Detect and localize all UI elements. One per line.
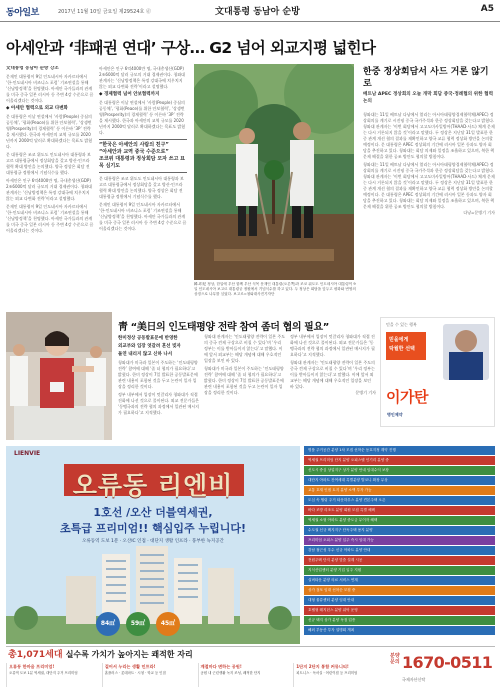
classified-ad-row[interactable]: 수도권 신규 택지지구 단독주택 용지 분양 bbox=[304, 526, 495, 535]
section-title: 文대통령 동남아 순방 bbox=[215, 7, 300, 17]
page-header bbox=[0, 0, 500, 22]
igatan-advertisement[interactable] bbox=[380, 317, 495, 427]
paragraph: 문재인 대통령이 9일 인도네시아 자카르타에서 ‘한-인도네시아 비즈니스 포럼’ 기조연설을 통해 ‘신남방정책’을 천명했다. 아세안 국가들과의 관계를 미국 중국 일본 러시아 등 주변 4강 수준으로 끌어올리겠다는 것이다. bbox=[6, 74, 94, 103]
paragraph: 문 대통령은 이날 연설에서 ‘사람(People) 중심의 공동체’, ‘평화(Peace)를 위한 안보협력’, ‘상생번영(Prosperity)의 경제협력’ 등 이른바 ‘3P’ 전략을 제시했다. 한국과 아세안의 교역 규모를 2020년까지 2000억 달러로 확대하겠다는 목표도 밝혔다. bbox=[99, 100, 186, 135]
ad-tagline: 1호선 /오산 더블역세권, bbox=[93, 506, 213, 519]
unit-badge: 59㎡ bbox=[126, 612, 150, 636]
ad-slogan: 믿을에게 bbox=[389, 337, 409, 343]
first-lady-photo bbox=[6, 312, 112, 440]
side-story-subtitle: 베트남 APEC 정상회의 오늘 개막 회담 중국·정례협의 위한 협력 논의 bbox=[363, 92, 494, 104]
classified-ad-row[interactable]: 신도시 중심 상업지구 상가 분양 안내 임대수익 보장 bbox=[304, 466, 495, 475]
ad-slogan: 탁월한 선택 bbox=[389, 346, 415, 352]
photo-caption: 韓-印尼 정상, 한입에 우산 함께 우산 식목 문재인 대통령(오른쪽)과 조코 위도도 인도네시아 대통령이 9일 인도네시아 보고르 대통령궁 정원에서 기념식수를 하고 있다. 두 정상은 회담을 앞두고 평화와 번영의 상징으로 나무를 심었다. 보고르=청와대사진기자단 bbox=[194, 282, 356, 296]
first-lady-caption bbox=[6, 441, 112, 445]
main-story-column-1 bbox=[6, 66, 94, 292]
classified-ad-row[interactable]: 역세권 프리미엄 단지 분양 오피스텔 인기리 분양 중 bbox=[304, 456, 495, 465]
paragraph: 문재인 대통령이 9일 인도네시아 자카르타에서 ‘한-인도네시아 비즈니스 포럼’ 기조연설을 통해 ‘신남방정책’을 천명했다. 아세안 국가들과의 관계를 미국 중국 일본 러시아 등 주변 4강 수준으로 끌어올리겠다는 것이다. bbox=[6, 204, 94, 233]
pull-quote-line: “한국은 아세안의 사람의 친구” bbox=[99, 142, 169, 148]
unit-badge: 45㎡ bbox=[156, 612, 180, 636]
paragraph: 정부 내부에서 입장이 엇갈리자 청와대가 직접 진화에 나선 것으로 풀이된다. 외교 전문가들은 ‘동맹국과의 전략 협의 과정에서 일관된 메시지가 필요하다’고 지적했다. bbox=[290, 334, 375, 357]
apartment-advertisement[interactable] bbox=[6, 446, 300, 644]
paragraph: 문 대통령은 조코 위도도 인도네시아 대통령과 보고르 대통령궁에서 정상회담을 갖고 방산·인프라 협력 확대 방안을 논의했다. 양국 정상은 회담 전 대통령궁 정원에서 기념식수를 했다. bbox=[6, 152, 91, 175]
deck-line: 외교부와 입장 엇갈려 혼선 빚자 bbox=[118, 344, 181, 349]
total-units: 총1,071세대 bbox=[8, 650, 63, 660]
classified-ad-row[interactable]: 강남 접근성 우수 신규 아파트 분양 안내 bbox=[304, 546, 495, 555]
total-units-line bbox=[8, 647, 193, 660]
classified-ad-row[interactable]: 도심 속 힐링 주거 타운하우스 분양 견본주택 오픈 bbox=[304, 496, 495, 505]
main-story-column-2 bbox=[99, 66, 187, 292]
paragraph: 청와대가 미국과 일본이 주도하는 ‘인도태평양 전략’ 참여에 대해 ‘좀 더 협의가 필요하다’고 밝혔다. 한미 정상이 7일 발표한 공동발표문에 관련 내용이 포함된 것을 두고 논란이 일자 입장을 정리한 것이다. bbox=[204, 366, 284, 395]
ad-maker: 명인제약 bbox=[387, 412, 403, 417]
quote-story-col-3 bbox=[290, 334, 376, 442]
feature-item: 1단지 2단지 통합 커뮤니티! 피트니스 · 독서실 · 어린이집 등 프리미엄 bbox=[293, 663, 386, 687]
classified-ads bbox=[304, 446, 495, 644]
classified-ad-row[interactable]: 실버타운 분양 의료 서비스 연계 bbox=[304, 576, 495, 585]
deck-line: 한미정상 공동발표문에 반영한 bbox=[118, 336, 178, 341]
phone-number[interactable]: 1670-0511 bbox=[402, 653, 493, 672]
paragraph: 문 대통령은 조코 위도도 인도네시아 대통령과 보고르 대통령궁에서 정상회담을 갖고 방산·인프라 협력 확대 방안을 논의했다. 양국 정상은 회담 전 대통령궁 정원에서 기념식수를 했다. bbox=[99, 176, 184, 199]
ad-tagline: 초특급 프리미엄!! 핵심입주 누립니다! bbox=[60, 522, 246, 535]
side-story-title: 한중 정상회담서 사드 거론 않기로 bbox=[363, 67, 489, 89]
classified-ad-row[interactable]: 해외 부동산 투자 설명회 개최 bbox=[304, 626, 495, 635]
lienvie-logo: LIENVIE bbox=[14, 450, 41, 457]
paragraph: 문재인 대통령이 9일 인도네시아 자카르타에서 ‘한-인도네시아 비즈니스 포럼’ 기조연설을 통해 ‘신남방정책’을 천명했다. 아세안 국가들과의 관계를 미국 중국 일본 러시아 등 주변 4강 수준으로 끌어올리겠다는 것이다. bbox=[99, 202, 187, 231]
unit-badge: 84㎡ bbox=[96, 612, 120, 636]
product-name: 이가탄 bbox=[386, 388, 428, 406]
tree-planting-photo bbox=[194, 64, 354, 280]
ad-slogan-box bbox=[386, 332, 426, 360]
paragraph: 청와대는 11일 베트남 다낭에서 열리는 아시아태평양경제협력체(APEC) 정상회의를 계기로 시진핑 중국 국가주석과 한중 정상회담을 갖는다고 밝혔다. 청와대 관계자는 ‘이번 회담에서 고고도미사일방어(THAAD·사드) 체계 문제는 다시 거론되지 않을 것’이라고 말했다. 두 정상은 지난달 31일 발표한 한중 관계 개선 협의 결과를 재확인하고 양국 교류 협력 정상화 방안을 논의할 예정이다. 문 대통령은 APEC 정상회의 기간에 러시아 일본 등과도 양자 회담을 추진하고 있다. 청와대는 회담 의제와 일정을 조율하고 있으며, 북한 핵 문제 해결을 위한 공조 방안도 협의할 방침이다. bbox=[363, 112, 495, 159]
subhead: ◆ 경제협력 넘어 안보협력까지 bbox=[99, 92, 160, 97]
paragraph: 문 대통령은 이날 연설에서 ‘사람(People) 중심의 공동체’, ‘평화(Peace)를 위한 안보협력’, ‘상생번영(Prosperity)의 경제협력’ 등 이른바 ‘3P’ 전략을 제시했다. 한국과 아세안의 교역 규모를 2020년까지 2000억 달러로 확대하겠다는 목표도 밝혔다. bbox=[6, 114, 93, 149]
classified-ad-row[interactable]: 교통 호재 인접 토지 분양 소액 투자 가능 bbox=[304, 486, 495, 495]
newspaper-logo: 동아일보 bbox=[6, 8, 39, 18]
dateline: 2017년 11월 10일 금요일 제29524호 ⓓ bbox=[58, 9, 151, 15]
inquiry-phone[interactable] bbox=[390, 647, 495, 687]
reporter: 다낭=문병기 기자 bbox=[463, 210, 495, 215]
feature-item: 오류동 한마음 프리미엄! 오류역 도보 1분 역세권, 대단지 주거 프리미엄 bbox=[6, 663, 99, 687]
pull-quote bbox=[99, 139, 187, 173]
page-number: A5 bbox=[480, 4, 494, 14]
reporter: 문병기 기자 bbox=[355, 390, 376, 395]
classified-ad-row[interactable]: 대형 물류센터 분양 임대 안내 bbox=[304, 596, 495, 605]
ad-top-text: 믿을 수 있는 행복 bbox=[386, 322, 417, 327]
classified-ad-row[interactable]: 프리미엄 오피스 분양 입주 즉시 임대 가능 bbox=[304, 536, 495, 545]
quote-story-col-2 bbox=[204, 334, 286, 442]
unit-size-badges bbox=[96, 612, 180, 636]
classified-ad-row[interactable]: 상가 점포 임대 선착순 모집 중 bbox=[304, 586, 495, 595]
pull-quote-line: “아세안과 교역 중국 수준으로” bbox=[99, 149, 169, 155]
feature-list bbox=[6, 663, 386, 687]
paragraph: 아세안은 인구 6억4000만 명, 국내총생산(GDP) 2조6000억 달러 규모의 거대 경제권이다. 청와대 관계자는 ‘신남방정책은 특정 강대국에 치우치지 않는 외교 다변화 전략’이라고 설명했다. bbox=[99, 66, 186, 89]
paragraph: 청와대 관계자는 ‘인도태평양 전략이 일본 주도의 중국 견제 구상으로 비칠 수 있다’며 ‘우리 정부는 이를 받아들이지 않는다’고 말했다. 이에 앞서 외교부는 해당 개념에 대해 우호적인 입장을 보인 바 있다. bbox=[290, 360, 375, 389]
deck-line: 돌연 내리지 않고 신하 나서 bbox=[118, 352, 173, 357]
classified-ad-row[interactable]: 전원주택 단지 분양 맞춤 설계 시공 bbox=[304, 556, 495, 565]
pull-quote-line: 조코위 대통령과 정상회담 모자 쓰고 묘목 심기도 bbox=[99, 156, 185, 169]
classified-ad-row[interactable]: 바다 조망 리조트 분양 회원 모집 특별 혜택 bbox=[304, 506, 495, 515]
quote-story-col-1 bbox=[118, 334, 200, 442]
paragraph: 아세안은 인구 6억4000만 명, 국내총생산(GDP) 2조6000억 달러 규모의 거대 경제권이다. 청와대 관계자는 ‘신남방정책은 특정 강대국에 치우치지 않는 외교 다변화 전략’이라고 설명했다. bbox=[6, 178, 93, 201]
byline: 文대통령 동남아 순방 강조 bbox=[6, 66, 59, 71]
paragraph: 청와대는 11일 베트남 다낭에서 열리는 아시아태평양경제협력체(APEC) 정상회의를 계기로 시진핑 중국 국가주석과 한중 정상회담을 갖는다고 밝혔다. 청와대 관계자는 ‘이번 회담에서 고고도미사일방어(THAAD·사드) 체계 문제는 다시 거론되지 않을 것’이라고 말했다. 두 정상은 지난달 31일 발표한 한중 관계 개선 협의 결과를 재확인하고 양국 교류 협력 정상화 방안을 논의할 예정이다. 문 대통령은 APEC 정상회의 기간에 러시아 일본 등과도 양자 회담을 추진하고 있다. 청와대는 회담 의제와 일정을 조율하고 있으며, 북한 핵 문제 해결을 위한 공조 방안도 협의할 방침이다. bbox=[363, 162, 495, 209]
classified-ad-row[interactable]: 지식산업센터 분양 기업 입주 지원 bbox=[304, 566, 495, 575]
paragraph: 청와대가 미국과 일본이 주도하는 ‘인도태평양 전략’ 참여에 대해 ‘좀 더 협의가 필요하다’고 밝혔다. 한미 정상이 7일 발표한 공동발표문에 관련 내용이 포함된 것을 두고 논란이 일자 입장을 정리한 것이다. bbox=[118, 360, 198, 389]
feature-item: 걸어서 누리는 생활 인프라! 홈플러스 · 롯데마트 · 시청 · 학교 등 인접 bbox=[102, 663, 195, 687]
paragraph: 청와대 관계자는 ‘인도태평양 전략이 일본 주도의 중국 견제 구상으로 비칠 수 있다’며 ‘우리 정부는 이를 받아들이지 않는다’고 말했다. 이에 앞서 외교부는 해당 개념에 대해 우호적인 입장을 보인 바 있다. bbox=[204, 334, 286, 363]
classified-ad-row[interactable]: 명품 주거공간 분양 1차 모집 선착순 동호지정 계약 진행 bbox=[304, 446, 495, 455]
main-headline: 아세안과 ‘非패권 연대’ 구상… G2 넘어 외교지평 넓힌다 bbox=[6, 39, 376, 57]
product-photo bbox=[443, 324, 489, 380]
paragraph: 정부 내부에서 입장이 엇갈리자 청와대가 직접 진화에 나선 것으로 풀이된다. 외교 전문가들은 ‘동맹국과의 전략 협의 과정에서 일관된 메시지가 필요하다’고 지적했다. bbox=[118, 392, 200, 415]
feature-item: 계절마다 변하는 공원! 공원 내 근린생활 녹지 조성, 쾌적한 단지 bbox=[198, 663, 291, 687]
total-text: 실수록 가치가 높아지는 쾌적한 자리 bbox=[65, 650, 193, 659]
bottom-ad-strip[interactable] bbox=[6, 646, 495, 688]
ad-title: 오류동 리엔비 bbox=[72, 471, 234, 500]
subhead: ◆ 아세안 협력으로 외교 다변화 bbox=[6, 106, 68, 111]
classified-ad-row[interactable]: 대단지 아파트 잔여세대 특별분양 발코니 확장 무상 bbox=[304, 476, 495, 485]
ad-detail: 오류동역 도보 1분 · 오산IC 인접 · 대단지 생활 인프라 · 풍부한 녹지공간 bbox=[82, 539, 224, 544]
builder-name: 국제자산신탁 bbox=[402, 677, 426, 682]
classified-ad-row[interactable]: 신규 택지 상가 분양 독점 업종 bbox=[304, 616, 495, 625]
side-story-body bbox=[363, 112, 495, 302]
quote-story-headline: 靑 “美日의 인도태평양 전략 참여 좀더 협의 필요” bbox=[118, 322, 329, 333]
inquiry-label: 분양문의 bbox=[390, 653, 400, 665]
classified-ad-row[interactable]: 호텔형 레지던스 분양 위탁 운영 bbox=[304, 606, 495, 615]
classified-ad-row[interactable]: 역세권 소형 아파트 분양 중도금 무이자 혜택 bbox=[304, 516, 495, 525]
